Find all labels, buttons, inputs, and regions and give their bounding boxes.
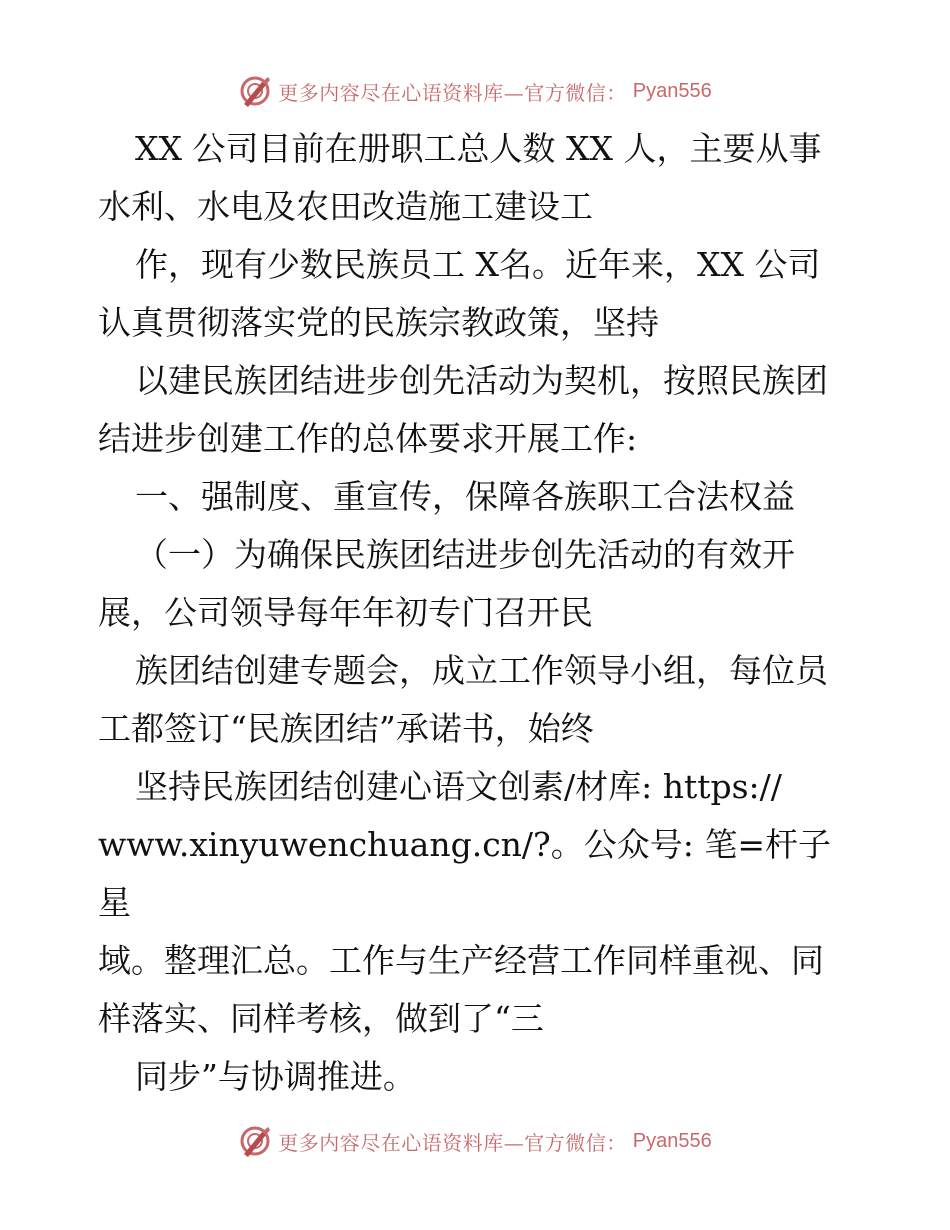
footer-banner (0, 1121, 950, 1161)
banner-wechat-id: Pyan556 (632, 79, 712, 102)
paragraph: 坚持民族团结创建心语文创素/材库: https:// www.xinyuwenchuang.cn/?。公众号: 笔=杆子星 域。整理汇总。工作与生产经营工作同样重视、同 样落实、同样考核，做到了“三 (98, 767, 831, 1038)
banner-wechat-id: Pyan556 (632, 1129, 712, 1152)
paragraph: 以建民族团结进步创先活动为契机，按照民族团 结进步创建工作的总体要求开展工作: (98, 361, 828, 458)
banner-text: 更多内容尽在心语资料库—官方微信： (278, 80, 627, 105)
header-banner (0, 71, 950, 111)
paragraph: 同步”与协调推进。 (135, 1057, 416, 1096)
paragraph: 作，现有少数民族员工 X名。近年来，XX 公司 认真贯彻落实党的民族宗教政策，坚持 (98, 245, 821, 342)
section-heading: 一、强制度、重宣传，保障各族职工合法权益 (135, 477, 795, 516)
pen-logo-icon (238, 1124, 272, 1158)
paragraph: （一）为确保民族团结进步创先活动的有效开 展，公司领导每年年初专门召开民 (98, 535, 795, 632)
pen-logo-icon (238, 74, 272, 108)
paragraph: XX 公司目前在册职工总人数 XX 人，主要从事 水利、水电及农田改造施工建设工 (98, 129, 822, 226)
document-body (98, 120, 858, 1106)
banner-text: 更多内容尽在心语资料库—官方微信： (278, 1130, 627, 1155)
paragraph: 族团结创建专题会，成立工作领导小组，每位员 工都签订“民族团结”承诺书，始终 (98, 651, 828, 748)
